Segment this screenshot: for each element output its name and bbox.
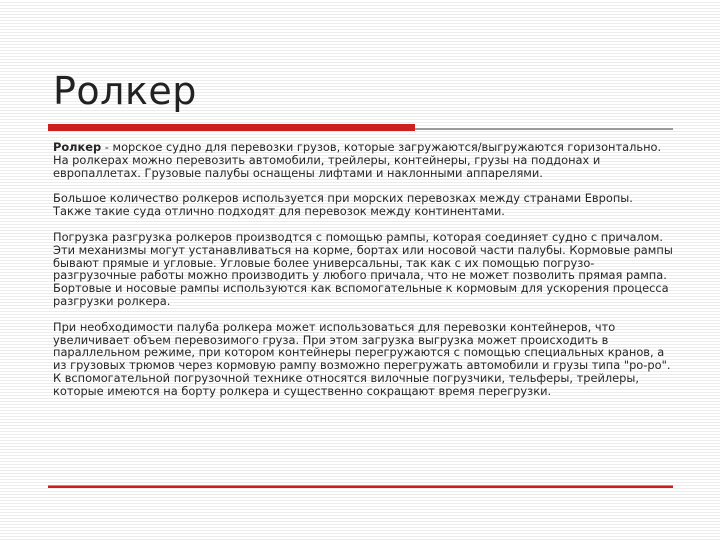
paragraph-3: Погрузка разгрузка ролкеров производтся с помощью рампы, которая соединяет судно с причалом. Эти механизмы могут устанавливаться на корме, бортах или носовой части палубы. Кормовые рампы бывают прямые и угловые. Угловые более универсальны, так как с их помощью погрузо-разгрузочные работы можно производить у любого причала, что не может позволить прямая рампа. Бортовые и носовые рампы используются как вспомогательные к кормовым для ускорения процесса разгрузки ролкера. [53, 229, 673, 308]
slide-title: Ролкер [53, 69, 197, 113]
intro-term: Ролкер [53, 140, 102, 154]
paragraph-2: Большое количество ролкеров используется при морских перевозках между странами Европы. Также такие суда отлично подходят для перевозок между континентами. [53, 191, 633, 219]
paragraph-4: При необходимости палуба ролкера может использоваться для перевозки контейнеров, что увеличивает объем перевозимого груза. При этом загрузка выгрузка может происходить в параллельном режиме, при котором контейнеры перегружаются с помощью специальных кранов, а из грузовых трюмов через кормовую рампу возможно перегружать автомобили и грузы типа "ро-ро". К вспомогательной погрузочной технике относятся вилочные погрузчики, тельферы, трейлеры, которые имеются на борту ролкера и существенно сокращают время перегрузки. [53, 319, 671, 398]
slide-body [53, 141, 673, 411]
title-accent-bar [48, 124, 415, 131]
footer-accent-bar [48, 486, 673, 488]
paragraph-intro [53, 141, 673, 179]
intro-text: - морское судно для перевозки грузов, которые загружаются/выгружаются горизонтально. На ролкерах можно перевозить автомобили, трейлеры, контейнеры, грузы на поддонах и европаллетах. Грузовые палубы оснащены лифтами и наклонными аппарелями. [53, 140, 662, 180]
